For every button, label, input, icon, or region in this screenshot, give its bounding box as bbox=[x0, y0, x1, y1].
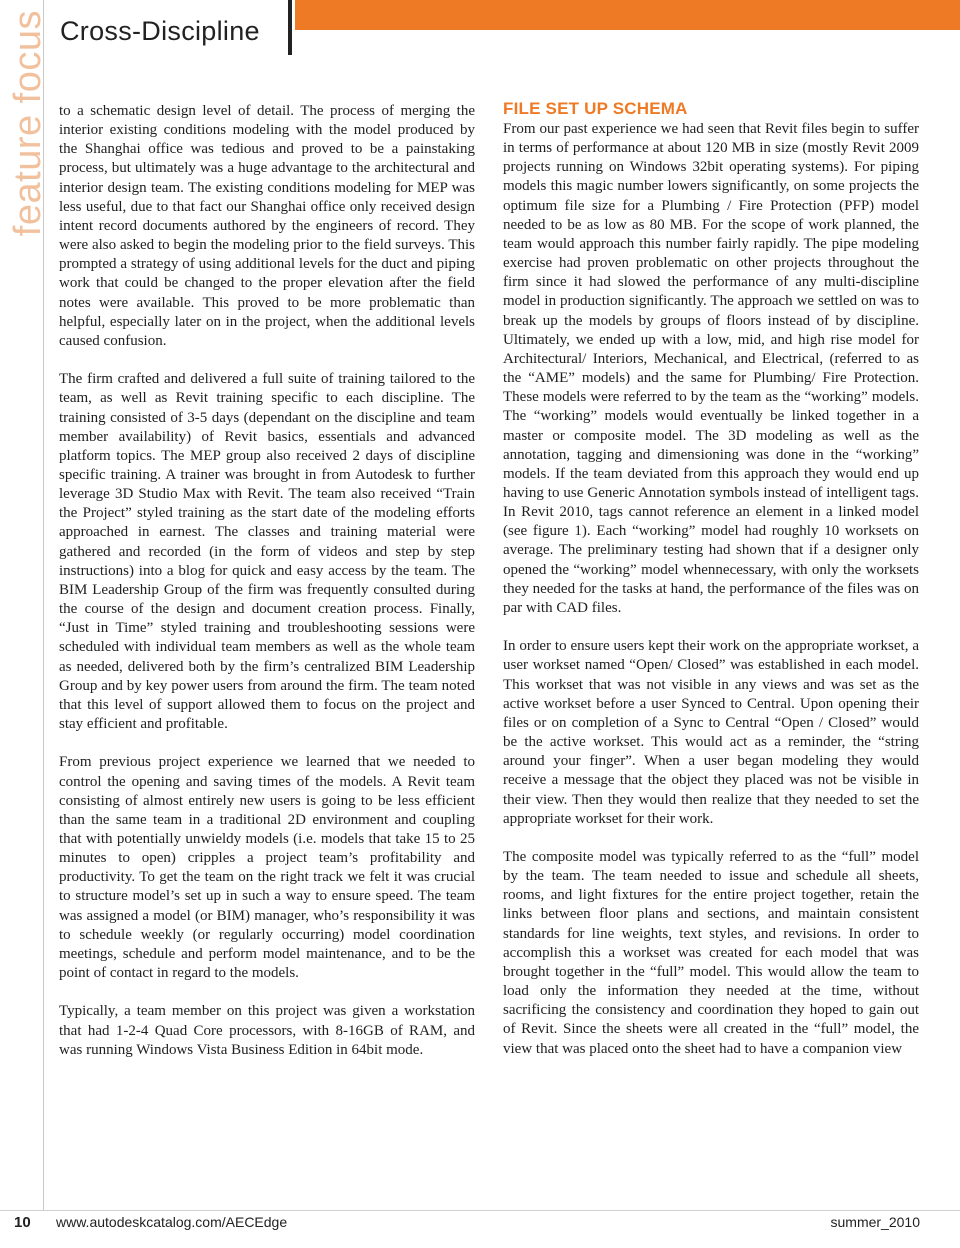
section-heading: FILE SET UP SCHEMA bbox=[503, 99, 688, 118]
paragraph: From our past experience we had seen that Revit files begin to suffer in terms of performance at about 120 MB in size (mostly Revit 2009 projects running on Windows 32bit operating systems). For piping models this magic number lowers significantly, on some projects the optimum file size for a Plumbing / Fire Protection (PFP) model needed to be as low as 80 MB. For the scope of work planned, the team would approach this number fairly rapidly. The pipe modeling exercise had proven problematic on other projects throughout the firm since it had slowed the performance of any multi-discipline model in production significantly. The approach we settled on was to break up the models by groups of floors instead of by discipline. Ultimately, we ended up with a low, mid, and high rise model for Architectural/ Interiors, Mechanical, and Electrical, (referred to as the “AME” models) and the same for Plumbing/ Fire Protection. These models were referred to by the team as the “working” models. The “working” models would eventually be linked together in a master or composite model. The 3D modeling as well as the annotation, tagging and dimensioning was done in the “working” models. If the team deviated from this approach they would end up having to use Generic Annotation symbols instead of intelligent tags. In Revit 2010, tags cannot reference an element in a linked model (see figure 1). Each “working” model had roughly 10 worksets on average. The preliminary testing had shown that if a designer only opened the “working” model whennecessary, with only the worksets they needed for the tasks at hand, the performance of the files was on par with CAD files. bbox=[503, 121, 919, 616]
page-title: Cross-Discipline bbox=[60, 16, 260, 46]
paragraph: Typically, a team member on this project was given a workstation that had 1-2-4 Quad Core processors, with 8-16GB of RAM, and was running Windows Vista Business Edition in 64bit mode. bbox=[59, 1003, 475, 1058]
header-accent-bar bbox=[295, 0, 960, 30]
right-column bbox=[503, 120, 919, 1078]
paragraph: In order to ensure users kept their work on the appropriate workset, a user workset named “Open/ Closed” was established in each model. This workset that was not visible in any views and was set as the active workset before a user Synced to Central. Upon opening their files or on completion of a Sync to Central “Open / Closed” would be the active workset. This would act as a reminder, the “string around your finger”. When a user began modeling they would receive a message that the object they placed was not be visible in their view. Then they would then realize that they needed to set the appropriate workset for their work. bbox=[503, 638, 919, 827]
issue-label: summer_2010 bbox=[830, 1214, 920, 1230]
paragraph: to a schematic design level of detail. The process of merging the interior existing conditions modeling with the model produced by the Shanghai office was tedious and proved to be a painstaking process, but ultimately was a huge advantage to the architectural and interior design team. The existing conditions modeling for MEP was less useful, due to that fact our Shanghai office only received design intent record documents authored by the engineers of record. They were also asked to begin the modeling prior to the field surveys. This prompted a strategy of using additional levels for the duct and piping work that could be changed to the proper elevation after the field notes were available. This proved to be more problematic than helpful, especially later on in the project, when the additional levels caused confusion. bbox=[59, 103, 475, 349]
section-side-label: feature focus bbox=[7, 10, 49, 237]
paragraph: From previous project experience we learned that we needed to control the opening and saving times of the models. A Revit team consisting of almost entirely new users is going to be less efficient than the same team in a traditional 2D environment and coupling that with potentially unwieldy models (i.e. models that take 15 to 25 minutes to open) cripples a project team’s profitability and productivity. To get the team on the right track we felt it was crucial to structure model’s set up in such a way to ensure speed. The team was assigned a model (or BIM) manager, who’s responsibility it was to schedule weekly (or regularly occurring) model coordination meetings, schedule and perform model maintenance, and to be the point of contact in regard to the models. bbox=[59, 754, 475, 982]
page-number: 10 bbox=[14, 1214, 31, 1231]
paragraph: The composite model was typically referred to as the “full” model by the team. The team needed to issue and schedule all sheets, rooms, and light fixtures for the entire project together, retain the links between floor plans and sections, and maintain consistent standards for line weights, text styles, and revisions. In order to accomplish this a workset was created for each model that was brought together in the “full” model. This would allow the team to load only the information they needed at the time, without sacrificing the consistency and coordination they hoped to gain out of Revit. Since the sheets were all created in the “full” model, the view that was placed onto the sheet had to have a companion view bbox=[503, 849, 919, 1057]
header-divider bbox=[288, 0, 292, 55]
left-column bbox=[59, 102, 475, 1079]
paragraph: The firm crafted and delivered a full suite of training tailored to the team, as well as Revit training specific to each discipline. The training consisted of 3-5 days (dependant on the discipline and team member availability) of Revit basics, essentials and advanced platform topics. The MEP group also received 2 days of discipline specific training. A trainer was brought in from Autodesk to further leverage 3D Studio Max with Revit. The team also received “Train the Project” styled training as the start date of the modeling efforts approached in earnest. The classes and training material were gathered and recorded (in the form of videos and step by step instructions) into a blog for quick and easy access by the team. The BIM Leadership Group of the firm was frequently consulted during the course of the design and document creation process. Finally, “Just in Time” styled training and troubleshooting sessions were scheduled with individual team members as well as the whole team as needed, delivered both by the firm’s centralized BIM Leadership Group and by key power users from around the firm. The team noted that this level of support allowed them to focus on the project and stay efficient and profitable. bbox=[59, 371, 475, 733]
footer-url[interactable]: www.autodeskcatalog.com/AECEdge bbox=[56, 1214, 288, 1230]
footer-rule bbox=[0, 1210, 960, 1211]
